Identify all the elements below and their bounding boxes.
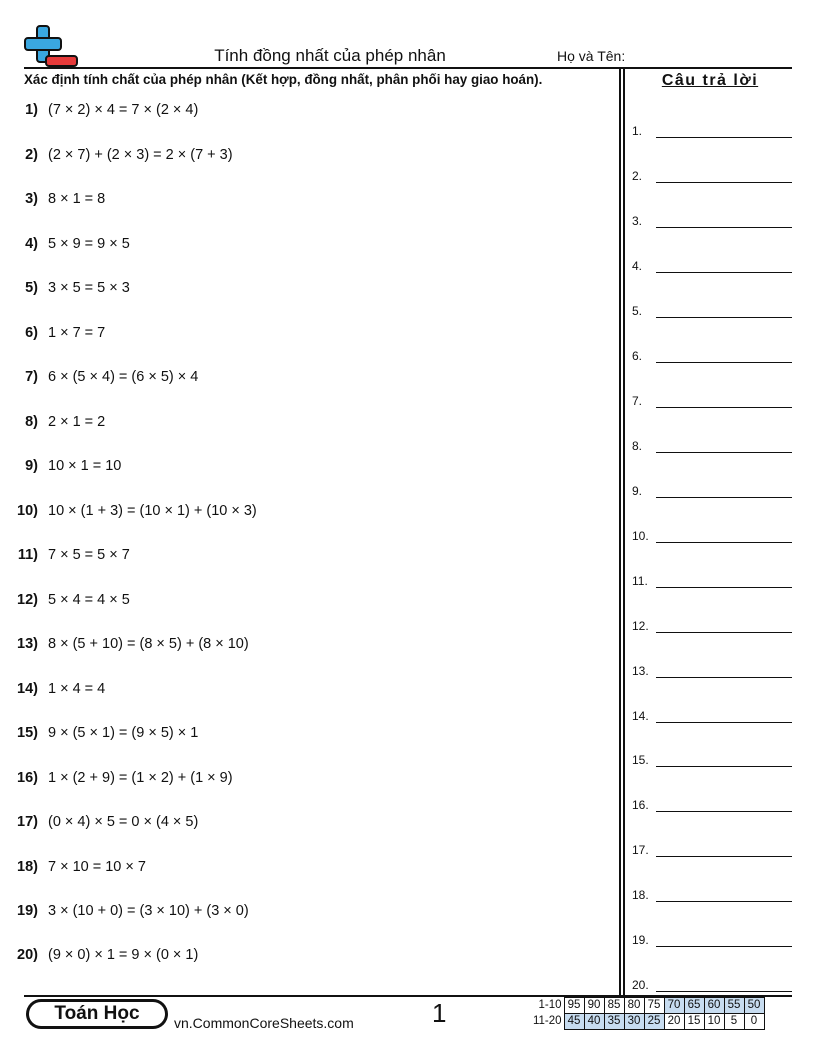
problem-item [0, 545, 130, 565]
problem-text: (2 × 7) + (2 × 3) = 2 × (7 + 3) [48, 147, 233, 163]
answer-key-title: Câu trả lời [661, 72, 759, 89]
problem-text: 5 × 9 = 9 × 5 [48, 236, 130, 252]
problem-number: 12) [17, 592, 38, 608]
answer-line[interactable] [656, 497, 792, 498]
score-cell: 15 [684, 1014, 704, 1030]
brand-label: Toán Học [29, 1002, 165, 1026]
answer-number: 18. [632, 888, 649, 902]
answer-number: 6. [632, 349, 643, 363]
problem-number: 14) [17, 681, 38, 697]
problem-text: 1 × 4 = 4 [48, 681, 106, 697]
problem-item [0, 723, 198, 743]
answer-row [632, 972, 792, 992]
answer-number: 14. [632, 709, 649, 723]
answer-line[interactable] [656, 856, 792, 857]
problem-item [0, 367, 198, 387]
problem-number: 9) [25, 458, 38, 474]
problem-text: 7 × 5 = 5 × 7 [48, 547, 130, 563]
answer-number: 7. [632, 394, 643, 408]
problem-text: 9 × (5 × 1) = (9 × 5) × 1 [48, 725, 199, 741]
score-cell: 85 [604, 998, 624, 1014]
answer-row [632, 343, 792, 363]
score-cell: 45 [564, 1014, 584, 1030]
score-cell: 90 [584, 998, 604, 1014]
problem-number: 16) [17, 770, 38, 786]
page-number: 1 [432, 998, 447, 1028]
answer-line[interactable] [656, 766, 792, 767]
problem-text: 2 × 1 = 2 [48, 414, 106, 430]
problem-number: 10) [17, 503, 38, 519]
answer-number: 12. [632, 619, 649, 633]
problem-text: 1 × 7 = 7 [48, 325, 106, 341]
answer-number: 19. [632, 933, 649, 947]
problem-text: (0 × 4) × 5 = 0 × (4 × 5) [48, 814, 199, 830]
score-cell: 40 [584, 1014, 604, 1030]
answer-number: 16. [632, 798, 649, 812]
answer-line[interactable] [656, 722, 792, 723]
score-cell: 55 [724, 998, 744, 1014]
answer-line[interactable] [656, 227, 792, 228]
answer-row [632, 478, 792, 498]
answer-line[interactable] [656, 182, 792, 183]
score-cell: 30 [624, 1014, 644, 1030]
score-cell: 25 [644, 1014, 664, 1030]
problem-item [0, 901, 249, 921]
problem-number: 3) [25, 191, 38, 207]
problem-item [0, 145, 233, 165]
answer-row [632, 613, 792, 633]
answer-row [632, 388, 792, 408]
problem-number: 4) [25, 236, 38, 252]
score-table [528, 997, 765, 1030]
score-row-11-20 [528, 1014, 764, 1030]
problem-text: 8 × 1 = 8 [48, 191, 106, 207]
problem-item [0, 100, 198, 120]
problem-number: 13) [17, 636, 38, 652]
score-cell: 70 [664, 998, 684, 1014]
answer-row [632, 703, 792, 723]
problem-item [0, 189, 105, 209]
problem-number: 11) [17, 547, 38, 563]
score-cell: 95 [564, 998, 584, 1014]
answer-number: 5. [632, 304, 643, 318]
problem-number: 8) [25, 414, 38, 430]
problem-item [0, 412, 105, 432]
instructions: Xác định tính chất của phép nhân (Kết hợp, đồng nhất, phân phối hay giao hoán). [24, 72, 543, 87]
problem-item [0, 323, 105, 343]
answer-number: 10. [632, 529, 649, 543]
answer-line[interactable] [656, 272, 792, 273]
answer-row [632, 747, 792, 767]
problem-item [0, 857, 146, 877]
problem-text: 10 × 1 = 10 [48, 458, 122, 474]
answer-number: 13. [632, 664, 649, 678]
answer-number: 2. [632, 169, 643, 183]
score-row-label: 1-10 [538, 999, 562, 1011]
answer-row [632, 658, 792, 678]
problem-text: 1 × (2 + 9) = (1 × 2) + (1 × 9) [48, 770, 233, 786]
site-url: vn.CommonCoreSheets.com [174, 1015, 354, 1031]
score-cell: 10 [704, 1014, 724, 1030]
problem-text: (9 × 0) × 1 = 9 × (0 × 1) [48, 947, 199, 963]
problem-number: 6) [25, 325, 38, 341]
problem-text: 3 × 5 = 5 × 3 [48, 280, 130, 296]
brand-badge [26, 999, 168, 1029]
answer-number: 1. [632, 124, 643, 138]
answer-row [632, 792, 792, 812]
score-cell: 20 [664, 1014, 684, 1030]
problem-item [0, 234, 130, 254]
answer-number: 8. [632, 439, 643, 453]
answer-line[interactable] [656, 991, 792, 992]
answer-row [632, 118, 792, 138]
answer-line[interactable] [656, 452, 792, 453]
problem-item [0, 278, 130, 298]
score-row-label: 11-20 [532, 1015, 562, 1027]
problem-number: 19) [17, 903, 38, 919]
answer-row [632, 433, 792, 453]
score-cell: 65 [684, 998, 704, 1014]
header-divider [24, 67, 792, 69]
answer-line[interactable] [656, 542, 792, 543]
problem-number: 20) [17, 947, 38, 963]
answer-number: 9. [632, 484, 643, 498]
answer-line[interactable] [656, 811, 792, 812]
answer-line[interactable] [656, 137, 792, 138]
score-cell: 80 [624, 998, 644, 1014]
answer-row [632, 298, 792, 318]
answer-row [632, 882, 792, 902]
problem-item [0, 812, 198, 832]
score-cell: 60 [704, 998, 724, 1014]
problem-text: 6 × (5 × 4) = (6 × 5) × 4 [48, 369, 199, 385]
answer-row [632, 568, 792, 588]
answer-number: 4. [632, 259, 643, 273]
name-field-label: Họ và Tên: [557, 48, 626, 64]
answer-number: 17. [632, 843, 649, 857]
answer-row [632, 523, 792, 543]
answer-row [632, 253, 792, 273]
answer-line[interactable] [656, 407, 792, 408]
answer-number: 20. [632, 978, 649, 992]
score-cell: 35 [604, 1014, 624, 1030]
answer-line[interactable] [656, 901, 792, 902]
problem-number: 7) [25, 369, 38, 385]
answer-row [632, 208, 792, 228]
problem-text: 8 × (5 + 10) = (8 × 5) + (8 × 10) [48, 636, 249, 652]
problem-number: 18) [17, 859, 38, 875]
answer-row [632, 837, 792, 857]
problem-number: 17) [17, 814, 38, 830]
answer-number: 15. [632, 753, 649, 767]
answer-row [632, 927, 792, 947]
score-cell: 0 [744, 1014, 764, 1030]
score-cell: 5 [724, 1014, 744, 1030]
answer-number: 3. [632, 214, 643, 228]
column-divider [619, 67, 625, 996]
answer-line[interactable] [656, 677, 792, 678]
worksheet-title: Tính đồng nhất của phép nhân [214, 46, 446, 65]
answer-line[interactable] [656, 946, 792, 947]
answer-line[interactable] [656, 317, 792, 318]
problem-number: 1) [25, 102, 38, 118]
problem-item [0, 456, 121, 476]
problem-item [0, 679, 105, 699]
problem-text: 10 × (1 + 3) = (10 × 1) + (10 × 3) [48, 503, 257, 519]
score-cell: 50 [744, 998, 764, 1014]
problem-number: 2) [25, 147, 38, 163]
problem-item [0, 501, 257, 521]
score-row-1-10 [528, 998, 764, 1014]
problem-item [0, 634, 249, 654]
answer-row [632, 163, 792, 183]
problem-text: 5 × 4 = 4 × 5 [48, 592, 130, 608]
problem-text: (7 × 2) × 4 = 7 × (2 × 4) [48, 102, 199, 118]
problem-number: 5) [25, 280, 38, 296]
answer-line[interactable] [656, 632, 792, 633]
answer-line[interactable] [656, 587, 792, 588]
problem-number: 15) [17, 725, 38, 741]
score-cell: 75 [644, 998, 664, 1014]
problem-item [0, 945, 198, 965]
answer-line[interactable] [656, 362, 792, 363]
problem-item [0, 768, 233, 788]
problem-item [0, 590, 130, 610]
problem-text: 3 × (10 + 0) = (3 × 10) + (3 × 0) [48, 903, 249, 919]
problem-text: 7 × 10 = 10 × 7 [48, 859, 146, 875]
answer-number: 11. [632, 574, 648, 588]
